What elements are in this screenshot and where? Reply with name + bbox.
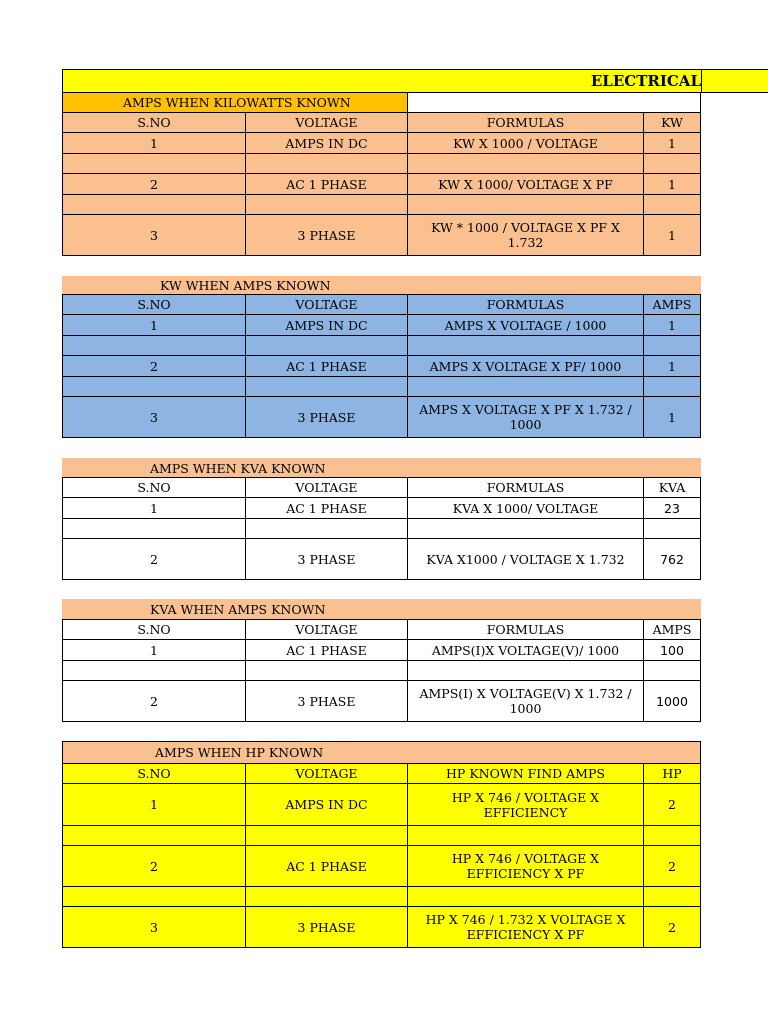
column-header-sno[interactable]: S.NO bbox=[62, 112, 246, 133]
empty-cell[interactable] bbox=[62, 335, 246, 356]
empty-cell[interactable] bbox=[643, 376, 701, 397]
empty-cell[interactable] bbox=[62, 194, 246, 215]
table-cell-formula[interactable]: AMPS(I)X VOLTAGE(V)/ 1000 bbox=[407, 639, 644, 661]
table-cell-sno[interactable]: 2 bbox=[62, 845, 246, 887]
empty-cell[interactable] bbox=[62, 153, 246, 174]
table-cell-value[interactable]: 2 bbox=[643, 783, 701, 826]
column-header-formulas[interactable]: FORMULAS bbox=[407, 294, 644, 315]
table-cell-formula[interactable]: KW X 1000/ VOLTAGE X PF bbox=[407, 173, 644, 195]
table-cell-sno[interactable]: 3 bbox=[62, 396, 246, 438]
empty-cell[interactable] bbox=[407, 335, 644, 356]
empty-cell[interactable] bbox=[245, 335, 408, 356]
table-cell-voltage[interactable]: AC 1 PHASE bbox=[245, 355, 408, 377]
empty-cell[interactable] bbox=[407, 376, 644, 397]
empty-cell[interactable] bbox=[407, 153, 644, 174]
table-cell-voltage[interactable]: AC 1 PHASE bbox=[245, 845, 408, 887]
table-cell-value[interactable]: 100 bbox=[643, 639, 701, 661]
table-cell-sno[interactable]: 3 bbox=[62, 906, 246, 948]
column-header-sno[interactable]: S.NO bbox=[62, 763, 246, 784]
empty-cell[interactable] bbox=[407, 660, 644, 681]
empty-cell[interactable] bbox=[643, 153, 701, 174]
table-cell-formula[interactable]: KVA X 1000/ VOLTAGE bbox=[407, 497, 644, 519]
title-cell-overflow bbox=[702, 69, 768, 93]
page-title: ELECTRICAL bbox=[590, 71, 701, 90]
table-cell-sno[interactable]: 2 bbox=[62, 538, 246, 580]
column-header-value[interactable]: KVA bbox=[643, 477, 701, 498]
column-header-value[interactable]: AMPS bbox=[643, 294, 701, 315]
table-cell-formula[interactable]: HP X 746 / VOLTAGE X EFFICIENCY bbox=[407, 783, 644, 826]
table-cell-formula[interactable]: HP X 746 / 1.732 X VOLTAGE X EFFICIENCY X PF bbox=[407, 906, 644, 948]
empty-cell[interactable] bbox=[643, 335, 701, 356]
section-heading[interactable]: AMPS WHEN HP KNOWN bbox=[62, 741, 701, 764]
table-cell-formula[interactable]: KVA X1000 / VOLTAGE X 1.732 bbox=[407, 538, 644, 580]
empty-cell[interactable] bbox=[643, 660, 701, 681]
section-heading[interactable]: AMPS WHEN KILOWATTS KNOWN bbox=[62, 92, 408, 113]
column-header-formulas[interactable]: HP KNOWN FIND AMPS bbox=[407, 763, 644, 784]
empty-cell[interactable] bbox=[62, 518, 246, 539]
empty-cell[interactable] bbox=[643, 825, 701, 846]
table-cell-value[interactable]: 1 bbox=[643, 396, 701, 438]
table-cell-voltage[interactable]: AC 1 PHASE bbox=[245, 497, 408, 519]
table-cell-formula[interactable]: AMPS X VOLTAGE X PF/ 1000 bbox=[407, 355, 644, 377]
table-cell-value[interactable]: 1 bbox=[643, 173, 701, 195]
column-header-voltage[interactable]: VOLTAGE bbox=[245, 619, 408, 640]
column-header-voltage[interactable]: VOLTAGE bbox=[245, 294, 408, 315]
empty-cell[interactable] bbox=[245, 660, 408, 681]
table-cell-voltage[interactable]: AC 1 PHASE bbox=[245, 173, 408, 195]
table-cell-value[interactable]: 23 bbox=[643, 497, 701, 519]
table-cell-voltage[interactable]: AMPS IN DC bbox=[245, 314, 408, 336]
empty-cell[interactable] bbox=[245, 518, 408, 539]
table-cell-sno[interactable]: 2 bbox=[62, 355, 246, 377]
table-cell-value[interactable]: 1 bbox=[643, 314, 701, 336]
table-cell-formula[interactable]: AMPS X VOLTAGE / 1000 bbox=[407, 314, 644, 336]
table-cell-value[interactable]: 1000 bbox=[643, 680, 701, 722]
table-cell-formula[interactable]: KW * 1000 / VOLTAGE X PF X 1.732 bbox=[407, 214, 644, 256]
empty-cell[interactable] bbox=[245, 825, 408, 846]
section-heading[interactable]: KW WHEN AMPS KNOWN bbox=[62, 276, 701, 295]
table-cell-voltage[interactable]: 3 PHASE bbox=[245, 906, 408, 948]
empty-cell[interactable] bbox=[407, 92, 701, 113]
empty-cell[interactable] bbox=[643, 886, 701, 907]
empty-cell[interactable] bbox=[62, 660, 246, 681]
column-header-formulas[interactable]: FORMULAS bbox=[407, 619, 644, 640]
table-cell-voltage[interactable]: AMPS IN DC bbox=[245, 132, 408, 154]
empty-cell[interactable] bbox=[245, 886, 408, 907]
table-cell-voltage[interactable]: AC 1 PHASE bbox=[245, 639, 408, 661]
table-cell-formula[interactable]: AMPS X VOLTAGE X PF X 1.732 / 1000 bbox=[407, 396, 644, 438]
empty-cell[interactable] bbox=[407, 194, 644, 215]
empty-cell[interactable] bbox=[643, 518, 701, 539]
table-cell-formula[interactable]: KW X 1000 / VOLTAGE bbox=[407, 132, 644, 154]
empty-cell[interactable] bbox=[245, 376, 408, 397]
empty-cell[interactable] bbox=[407, 825, 644, 846]
table-cell-sno[interactable]: 2 bbox=[62, 173, 246, 195]
table-cell-sno[interactable]: 1 bbox=[62, 639, 246, 661]
column-header-formulas[interactable]: FORMULAS bbox=[407, 477, 644, 498]
column-header-voltage[interactable]: VOLTAGE bbox=[245, 763, 408, 784]
table-cell-voltage[interactable]: 3 PHASE bbox=[245, 214, 408, 256]
spreadsheet bbox=[62, 0, 768, 1024]
table-cell-sno[interactable]: 1 bbox=[62, 132, 246, 154]
table-cell-voltage[interactable]: 3 PHASE bbox=[245, 680, 408, 722]
table-cell-value[interactable]: 1 bbox=[643, 132, 701, 154]
table-cell-voltage[interactable]: 3 PHASE bbox=[245, 396, 408, 438]
column-header-voltage[interactable]: VOLTAGE bbox=[245, 477, 408, 498]
column-header-value[interactable]: AMPS bbox=[643, 619, 701, 640]
table-cell-value[interactable]: 1 bbox=[643, 214, 701, 256]
empty-cell[interactable] bbox=[62, 886, 246, 907]
table-cell-formula[interactable]: AMPS(I) X VOLTAGE(V) X 1.732 / 1000 bbox=[407, 680, 644, 722]
table-cell-value[interactable]: 1 bbox=[643, 355, 701, 377]
section-heading[interactable]: KVA WHEN AMPS KNOWN bbox=[62, 599, 701, 619]
column-header-sno[interactable]: S.NO bbox=[62, 619, 246, 640]
empty-cell[interactable] bbox=[407, 518, 644, 539]
empty-cell[interactable] bbox=[643, 194, 701, 215]
table-cell-value[interactable]: 762 bbox=[643, 538, 701, 580]
column-header-voltage[interactable]: VOLTAGE bbox=[245, 112, 408, 133]
column-header-value[interactable]: HP bbox=[643, 763, 701, 784]
table-cell-sno[interactable]: 1 bbox=[62, 497, 246, 519]
table-cell-value[interactable]: 2 bbox=[643, 906, 701, 948]
empty-cell[interactable] bbox=[407, 886, 644, 907]
column-header-value[interactable]: KW bbox=[643, 112, 701, 133]
title-cell[interactable] bbox=[62, 69, 702, 93]
table-cell-voltage[interactable]: AMPS IN DC bbox=[245, 783, 408, 826]
column-header-sno[interactable]: S.NO bbox=[62, 294, 246, 315]
column-header-formulas[interactable]: FORMULAS bbox=[407, 112, 644, 133]
table-cell-voltage[interactable]: 3 PHASE bbox=[245, 538, 408, 580]
table-cell-sno[interactable]: 1 bbox=[62, 783, 246, 826]
column-header-sno[interactable]: S.NO bbox=[62, 477, 246, 498]
empty-cell[interactable] bbox=[62, 376, 246, 397]
section-heading[interactable]: AMPS WHEN KVA KNOWN bbox=[62, 458, 701, 478]
empty-cell[interactable] bbox=[62, 825, 246, 846]
table-cell-value[interactable]: 2 bbox=[643, 845, 701, 887]
table-cell-sno[interactable]: 2 bbox=[62, 680, 246, 722]
empty-cell[interactable] bbox=[245, 153, 408, 174]
empty-cell[interactable] bbox=[245, 194, 408, 215]
table-cell-sno[interactable]: 1 bbox=[62, 314, 246, 336]
table-cell-sno[interactable]: 3 bbox=[62, 214, 246, 256]
table-cell-formula[interactable]: HP X 746 / VOLTAGE X EFFICIENCY X PF bbox=[407, 845, 644, 887]
